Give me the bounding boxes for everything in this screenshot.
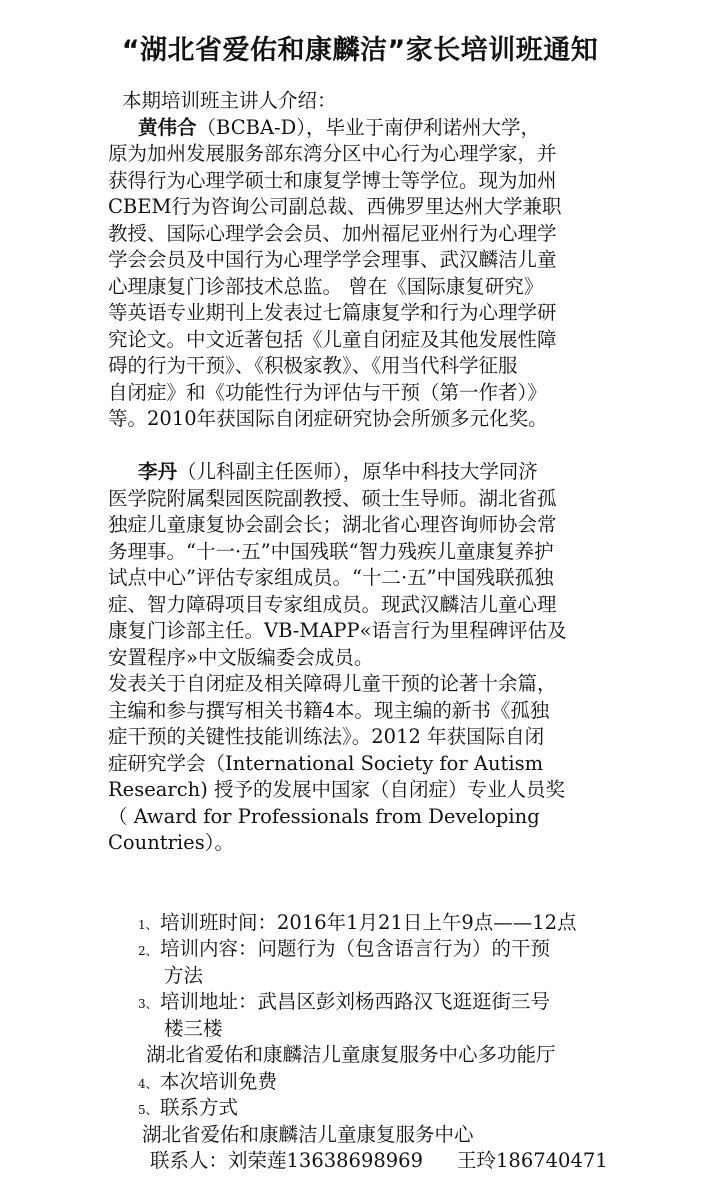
speaker1-line: 等。2010年获国际自闭症研究协会所颁多元化奖。 [108, 407, 548, 430]
speaker2-line: （儿科副主任医师），原华中科技大学同济 [177, 460, 538, 483]
speaker1-line: CBEM行为咨询公司副总裁、西佛罗里达州大学兼职 [108, 195, 562, 218]
item-number: 2、 [138, 944, 158, 958]
speaker2-line: 康复门诊部主任。VB-MAPP«语言行为里程碑评估及 [108, 619, 567, 642]
item-text: 培训内容：问题行为（包含语言行为）的干预 [160, 937, 551, 960]
speaker2-line: Research) 授予的发展中国家（自闭症）专业人员奖 [108, 778, 566, 801]
speaker2-line: 试点中心”评估专家组成员。“十二·五”中国残联孤独 [108, 566, 554, 589]
speaker2-line: 安置程序»中文版编委会成员。 [108, 645, 374, 669]
speaker2-first-line [108, 459, 648, 486]
speaker2-line: Countries）。 [108, 831, 234, 854]
speaker1-line: 等英语专业期刊上发表过七篇康复学和行为心理学研 [108, 301, 557, 324]
contact-label: 联系人： [150, 1149, 229, 1172]
spacer [108, 433, 648, 460]
speaker1-line: 学会会员及中国行为心理学学会理事、武汉麟洁儿童 [108, 248, 557, 271]
speaker2-name: 李丹 [138, 460, 178, 483]
item-text: 培训班时间：2016年1月21日上午9点——12点 [160, 910, 577, 934]
speaker1-name: 黄伟合 [138, 115, 197, 139]
speaker2-line: （ Award for Professionals from Developing [108, 804, 540, 828]
item-text: 联系方式 [160, 1096, 239, 1119]
speaker2-line: 发表关于自闭症及相关障碍儿童干预的论著十余篇， [108, 672, 557, 695]
list-item [108, 989, 648, 1016]
item-number: 3、 [138, 997, 158, 1011]
speaker1-line: 究论文。中文近著包括《儿童自闭症及其他发展性障 [108, 327, 557, 351]
speaker2-line: 症、智力障碍项目专家组成员。现武汉麟洁儿童心理 [108, 592, 557, 616]
list-item [108, 910, 648, 937]
speaker1-line: 碍的行为干预》、《积极家教》、《用当代科学征服 [108, 354, 518, 377]
speaker2-line: 务理事。“十一·五”中国残联“智力残疾儿童康复养护 [108, 539, 554, 563]
spacer [108, 857, 648, 884]
item-number: 1、 [138, 917, 158, 932]
item-continuation: 楼三楼 [164, 1016, 223, 1040]
speaker1-line: 获得行为心理学硕士和康复学博士等学位。现为加州 [108, 168, 557, 192]
speaker2-line: 主编和参与撰写相关书籍4本。现主编的新书《孤独 [108, 698, 550, 722]
list-item [108, 1095, 648, 1122]
contact-person-1: 刘荣莲13638698969 [228, 1149, 423, 1172]
speaker2-line: 医学院附属梨园医院副教授、硕士生导师。湖北省孤 [108, 486, 557, 510]
item-text: 培训地址：武昌区彭刘杨西路汉飞逛逛街三号 [160, 990, 551, 1013]
speaker1-line: 自闭症》和《功能性行为评估与干预（第一作者）》 [108, 380, 547, 404]
speaker2-line: 独症儿童康复协会副会长；湖北省心理咨询师协会常 [108, 513, 557, 536]
speaker2-line: 症干预的关键性技能训练法》。2012 年获国际自闭 [108, 725, 545, 748]
item-number: 4、 [138, 1076, 158, 1091]
contact-people [108, 1148, 648, 1175]
speaker1-line: 原为加州发展服务部东湾分区中心行为心理学家，并 [108, 142, 557, 165]
speaker1-line: 心理康复门诊部技术总监。 曾在《国际康复研究》 [108, 274, 544, 298]
item-number: 5、 [138, 1103, 158, 1117]
speaker1-line: （BCBA-D），毕业于南伊利诺州大学， [196, 115, 541, 139]
speaker1-first-line [108, 115, 648, 142]
list-item [108, 1069, 648, 1096]
spacer [108, 883, 648, 910]
contact-org: 湖北省爱佑和康麟洁儿童康复服务中心 [142, 1122, 474, 1146]
item-continuation: 方法 [164, 963, 204, 987]
venue: 湖北省爱佑和康麟洁儿童康复服务中心多功能厅 [146, 1043, 556, 1066]
item-text: 本次培训免费 [160, 1069, 278, 1093]
speaker2-line: 症研究学会（International Society for Autism [108, 751, 544, 775]
list-item [108, 936, 648, 963]
intro-heading: 本期培训班主讲人介绍： [122, 89, 337, 112]
notice-body [108, 88, 648, 1175]
page-title: “湖北省爱佑和康麟洁”家长培训班通知 [121, 35, 599, 66]
speaker1-line: 教授、国际心理学会会员、加州福尼亚州行为心理学 [108, 221, 557, 245]
contact-person-2: 王玲186740471 [457, 1149, 608, 1172]
